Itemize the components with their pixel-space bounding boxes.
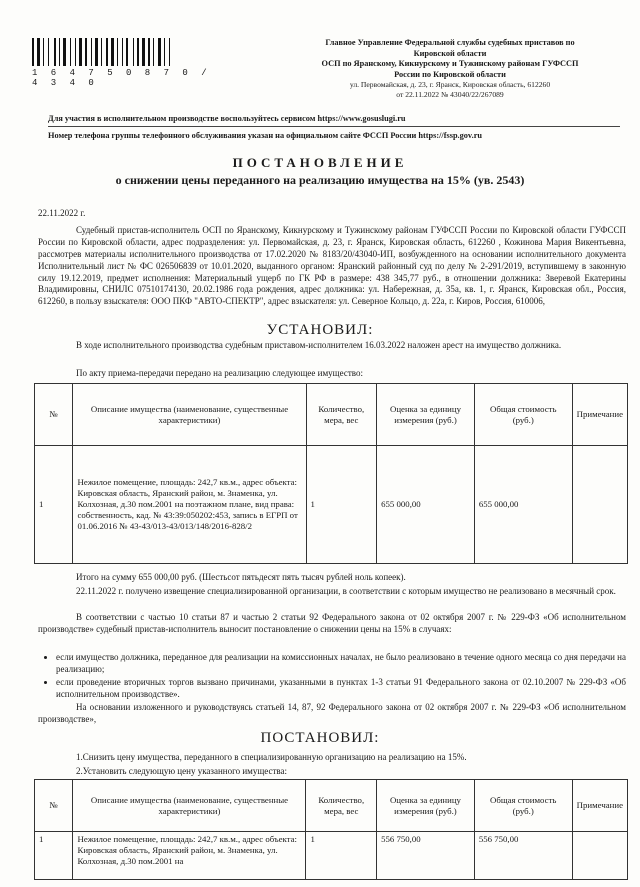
barcode-bar [101, 38, 102, 66]
col-quantity: Количество, мера, вес [306, 384, 377, 446]
barcode-bar [43, 38, 44, 66]
table-row [35, 446, 628, 564]
barcode-bar [166, 38, 168, 66]
barcode-bar [151, 38, 152, 66]
barcode-bar [35, 38, 36, 66]
property-table [34, 383, 628, 564]
heading-decided: ПОСТАНОВИЛ: [260, 730, 380, 746]
barcode-bar [72, 38, 74, 66]
cell-note [572, 832, 627, 880]
col-total: Общая стоимость (руб.) [474, 780, 572, 832]
barcode-bar [115, 38, 116, 66]
case-list [38, 652, 626, 702]
cell-description: Нежилое помещение, площадь: 242,7 кв.м., адрес объекта: Кировская область, Яранский район, м. Знаменка, ул. Колхозная, д.30 пом.2001 на поэтажном плане, вид права: собственность, кад. № 43:39:050202:453, запись в ЕГРП от 01.06.2016 № 43-43/013-43/013/148/2016-828/2 [73, 446, 306, 564]
agency-line-1: Главное Управление Федеральной службы судебных приставов по [325, 38, 575, 47]
service-info [48, 113, 618, 143]
barcode-bar [133, 38, 134, 66]
barcode [32, 38, 222, 88]
barcode-bar [59, 38, 60, 66]
barcode-bar [142, 38, 145, 66]
barcode-bar [83, 38, 84, 66]
cell-number: 1 [35, 832, 73, 880]
barcode-bar [146, 38, 147, 66]
barcode-bar [137, 38, 139, 66]
table-row [35, 832, 628, 880]
cell-total: 655 000,00 [474, 446, 572, 564]
barcode-bar [95, 38, 98, 66]
document-reference: от 22.11.2022 № 43040/22/267089 [396, 90, 504, 100]
barcode-bar [153, 38, 154, 66]
agency-header [285, 38, 615, 100]
barcode-bar [122, 38, 123, 66]
barcode-bar [111, 38, 114, 66]
col-quantity: Количество, мера, вес [306, 780, 377, 832]
intro-paragraph: Судебный пристав-исполнитель ОСП по Яранскому, Кикнурскому и Тужинскому районам ГУФССП России по Кировской области ГУФССП России по Кировской области, адрес подразделения: ул. Первомайская, д. 23, г. Яранск, Кировская область, 612260 , Кожинова Мария Викентьевна, рассмотрев материалы исполнительного производства от 17.02.2020 № 8183/20/43040-ИП, возбужденного на основании исполнительного документа Исполнительный лист № ФС 026506839 от 10.01.2020, выданного органом: Яранский районный суд по делу № 2-291/2019, вступившему в законную силу 19.12.2019, предмет исполнения: Материальный ущерб по ГК РФ в размере: 438 345,77 руб., в отношении должника: Зверевой Екатерины Владимировны, СНИЛС 07510174130, 20.02.1986 года рождения, адрес должника: ул. Набережная, д. 35а, кв. 1, г. Яранск, Кировская обл., Россия, 612260, в пользу взыскателя: ООО ПКФ "АВТО-СПЕКТР", адрес взыскателя: ул. Северное Кольцо, д. 22а, г. Киров, Россия, 610006, [38, 225, 626, 307]
col-note: Примечание [572, 780, 627, 832]
cell-quantity: 1 [306, 832, 377, 880]
barcode-bar [61, 38, 62, 66]
cell-total: 556 750,00 [474, 832, 572, 880]
case-item-2: • если проведение вторичных торгов вызвано причинами, указанными в пунктах 1-3 статьи 91 Федерального закона от 02.10.2007 № 229-ФЗ «Об исполнительном производстве». [56, 677, 626, 701]
barcode-bar [77, 38, 78, 66]
total-paragraph: Итого на сумму 655 000,00 руб. (Шестьсот пятьдесят пять тысяч рублей ноль копеек). [76, 572, 406, 582]
barcode-bar [140, 38, 141, 66]
col-description: Описание имущества (наименование, существенные характеристики) [73, 780, 306, 832]
act-paragraph: По акту приема-передачи передано на реализацию следующее имущество: [76, 368, 363, 378]
agency-address: ул. Первомайская, д. 23, г. Яранск, Кировская область, 612260 [349, 80, 551, 90]
cell-number: 1 [35, 446, 73, 564]
barcode-bar [50, 38, 53, 66]
barcode-bars [32, 38, 222, 66]
barcode-bar [124, 38, 125, 66]
barcode-bar [129, 38, 132, 66]
divider [48, 126, 620, 127]
col-number: № [35, 384, 73, 446]
barcode-bar [126, 38, 128, 66]
decision-item-2: 2.Установить следующую цену указанного имущества: [76, 766, 288, 776]
case-item-1: • если имущество должника, переданное для реализации на комиссионных началах, не было реализовано в течение одного месяца со дня передачи на реализацию; [56, 652, 626, 676]
barcode-number: 1 6 4 7 5 0 8 7 0 / 4 3 4 0 [32, 68, 211, 88]
barcode-bar [93, 38, 94, 66]
law-paragraph: В соответствии с частью 10 статьи 87 и частью 2 статьи 92 Федерального закона от 02 октября 2007 г. № 229-ФЗ «Об исполнительном производстве» судебный пристав-исполнитель выносит постановление о снижении цены на 15% в случаях: [38, 612, 626, 634]
barcode-bar [171, 38, 173, 66]
notice-paragraph: 22.11.2022 г. получено извещение специализированной организации, в соответствии с которым имущество не реализовано в месячный срок. [76, 586, 616, 596]
col-note: Примечание [572, 384, 627, 446]
agency-line-3: ОСП по Яранскому, Кикнурскому и Тужинскому районам ГУФССП [321, 59, 579, 69]
barcode-bar [119, 38, 121, 66]
agency-line-4: России по Кировской области [394, 69, 506, 79]
barcode-bar [85, 38, 87, 66]
barcode-bar [45, 38, 47, 66]
barcode-bar [91, 38, 92, 66]
barcode-bar [63, 38, 66, 66]
document-title: ПОСТАНОВЛЕНИЕ [232, 155, 408, 170]
basis-paragraph: На основании изложенного и руководствуясь статьей 14, 87, 92 Федерального закона от 02 октября 2007 г. № 229-ФЗ «Об исполнительном производстве», [38, 702, 626, 724]
barcode-bar [32, 38, 34, 66]
document-date: 22.11.2022 г. [38, 208, 86, 218]
barcode-bar [99, 38, 100, 66]
col-number: № [35, 780, 73, 832]
barcode-bar [106, 38, 108, 66]
phone-line: Номер телефона группы телефонного обслуживания указан на официальном сайте ФССП России https://fssp.gov.ru [48, 130, 482, 140]
barcode-bar [169, 38, 170, 66]
barcode-bar [48, 38, 49, 66]
barcode-bar [67, 38, 69, 66]
barcode-bar [162, 38, 163, 66]
heading-established: УСТАНОВИЛ: [266, 322, 374, 338]
barcode-bar [158, 38, 161, 66]
new-price-table [34, 779, 628, 880]
cell-unit-price: 556 750,00 [377, 832, 475, 880]
cell-quantity: 1 [306, 446, 377, 564]
col-unit-price: Оценка за единицу измерения (руб.) [377, 384, 475, 446]
cell-note [572, 446, 627, 564]
col-unit-price: Оценка за единицу измерения (руб.) [377, 780, 475, 832]
barcode-bar [75, 38, 76, 66]
cell-description: Нежилое помещение, площадь: 242,7 кв.м., адрес объекта: Кировская область, Яранский район, м. Знаменка, ул. Колхозная, д.30 пом.2001 на [73, 832, 306, 880]
col-total: Общая стоимость (руб.) [474, 384, 572, 446]
cell-unit-price: 655 000,00 [377, 446, 475, 564]
barcode-bar [88, 38, 90, 66]
col-description: Описание имущества (наименование, существенные характеристики) [73, 384, 306, 446]
barcode-bar [148, 38, 150, 66]
gosuslugi-line: Для участия в исполнительном производстве воспользуйтесь сервисом https://www.gosuslugi.ru [48, 114, 406, 123]
decision-item-1: 1.Снизить цену имущества, переданного в специализированную организацию на реализацию на 15%. [76, 752, 467, 762]
barcode-bar [109, 38, 110, 66]
arrest-paragraph: В ходе исполнительного производства судебным приставом-исполнителем 16.03.2022 наложен арест на имущество должника. [76, 340, 562, 350]
barcode-bar [70, 38, 71, 66]
barcode-bar [164, 38, 165, 66]
barcode-bar [117, 38, 118, 66]
barcode-bar [103, 38, 105, 66]
barcode-bar [54, 38, 56, 66]
agency-line-2: Кировской области [413, 48, 487, 58]
barcode-bar [41, 38, 42, 66]
table-header-row [35, 384, 628, 446]
barcode-bar [135, 38, 136, 66]
barcode-bar [79, 38, 82, 66]
barcode-bar [155, 38, 157, 66]
table-header-row [35, 780, 628, 832]
document-subtitle: о снижении цены переданного на реализацию имущества на 15% (ув. 2543) [115, 173, 525, 187]
barcode-bar [57, 38, 58, 66]
document-title-block [40, 155, 600, 188]
barcode-bar [37, 38, 40, 66]
